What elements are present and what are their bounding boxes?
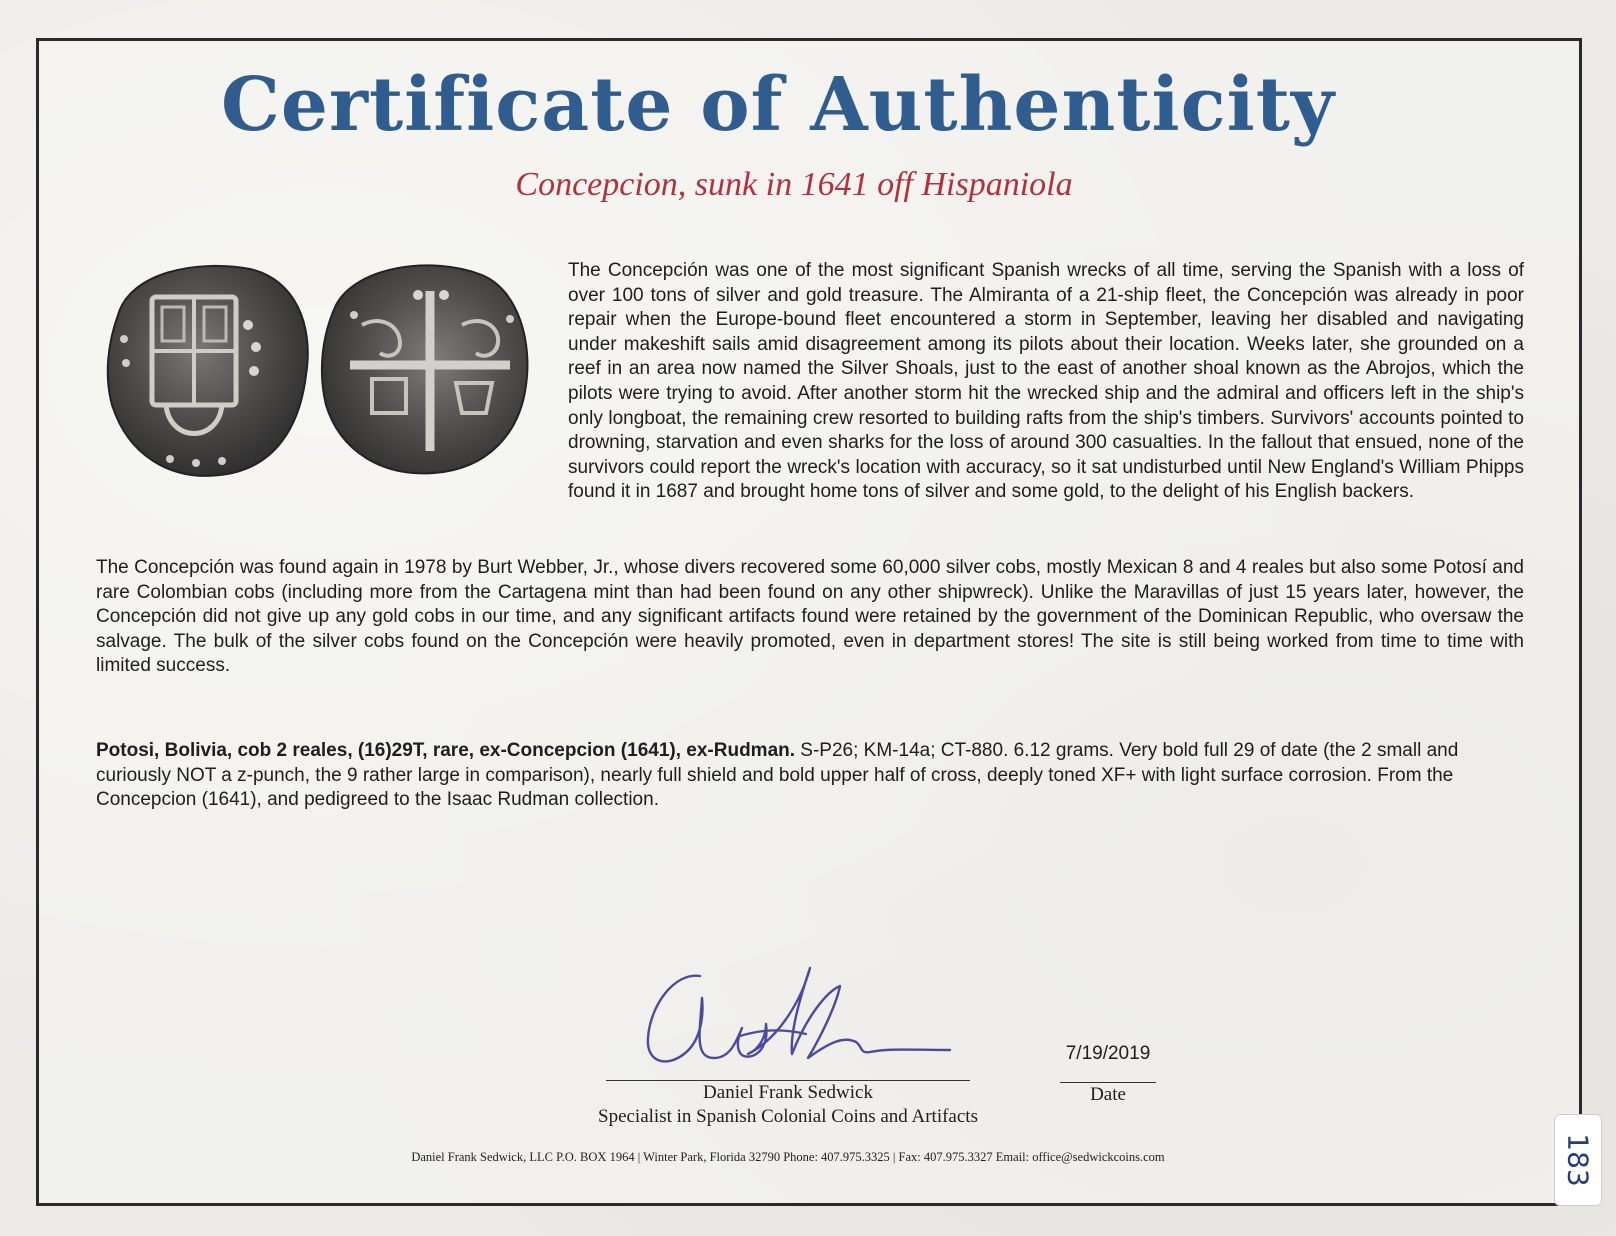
- signer-title: Specialist in Spanish Colonial Coins and Artifacts: [598, 1106, 978, 1127]
- page-number-sticker: [1554, 1114, 1602, 1206]
- certificate-title: Certificate of Authenticity: [221, 62, 1335, 148]
- signature-image: [630, 958, 970, 1078]
- item-title: Potosi, Bolivia, cob 2 reales, (16)29T, rare, ex-Concepcion (1641), ex-Rudman.: [96, 740, 796, 761]
- page-number: 183: [1561, 1133, 1595, 1187]
- item-details: S-P26; KM-14a; CT-880. 6.12 grams. Very bold full 29 of date (the 2 small and curiously NOT a z-punch, the 9 rather large in comparison), nearly full shield and bold upper half of cross, deeply toned XF+ with light surface corrosion. From the Concepcion (1641), and pedigreed to the Isaac Rudman collection.: [96, 740, 1459, 811]
- date-value: 7/19/2019: [1065, 1043, 1151, 1064]
- signature-line: [606, 1080, 970, 1081]
- item-description: [96, 739, 1496, 813]
- date-line: [1060, 1082, 1156, 1083]
- discovery-paragraph: The Concepción was found again in 1978 by Burt Webber, Jr., whose divers recovered some 60,000 silver cobs, mostly Mexican 8 and 4 reales but also some Potosí and rare Colombian cobs (including more from the Cartagena mint than had been found on any other shipwreck). Unlike the Maravillas of just 15 years later, however, the Concepción did not give up any gold cobs in our time, and any significant artifacts found were retained by the government of the Dominican Republic, who oversaw the salvage. The bulk of the silver cobs found on the Concepción were heavily promoted, even in department stores! The site is still being worked from time to time with limited success.: [96, 557, 1524, 677]
- certificate-subtitle: Concepcion, sunk in 1641 off Hispaniola: [515, 166, 1073, 203]
- company-footer: Daniel Frank Sedwick, LLC P.O. BOX 1964 | Winter Park, Florida 32790 Phone: 407.975.3325 | Fax: 407.975.3327 Email: office@sedwickcoins.com: [411, 1150, 1165, 1164]
- date-label: Date: [1090, 1084, 1126, 1105]
- history-paragraph: The Concepción was one of the most significant Spanish wrecks of all time, serving the Spanish with a loss of over 100 tons of silver and gold treasure. The Almiranta of a 21-ship fleet, the Concepción was already in poor repair when the Europe-bound fleet encountered a storm in September, leaving her disabled and navigating under makeshift sails amid disagreement among its pilots about their location. Weeks later, she grounded on a reef in an area now named the Silver Shoals, just to the east of another shoal known as the Abrojos, which the pilots were trying to avoid. After another storm hit the wrecked ship and the admiral and officers left in the ship's only longboat, the remaining crew resorted to building rafts from the ship's timbers. Survivors' accounts pointed to drowning, starvation and even sharks for the loss of around 300 casualties. In the fallout that ensued, none of the survivors could report the wreck's location with accuracy, so it sat undisturbed until New England's William Phipps found it in 1687 and brought home tons of silver and some gold, to the delight of his English backers.: [568, 260, 1524, 503]
- signer-name: Daniel Frank Sedwick: [703, 1082, 873, 1103]
